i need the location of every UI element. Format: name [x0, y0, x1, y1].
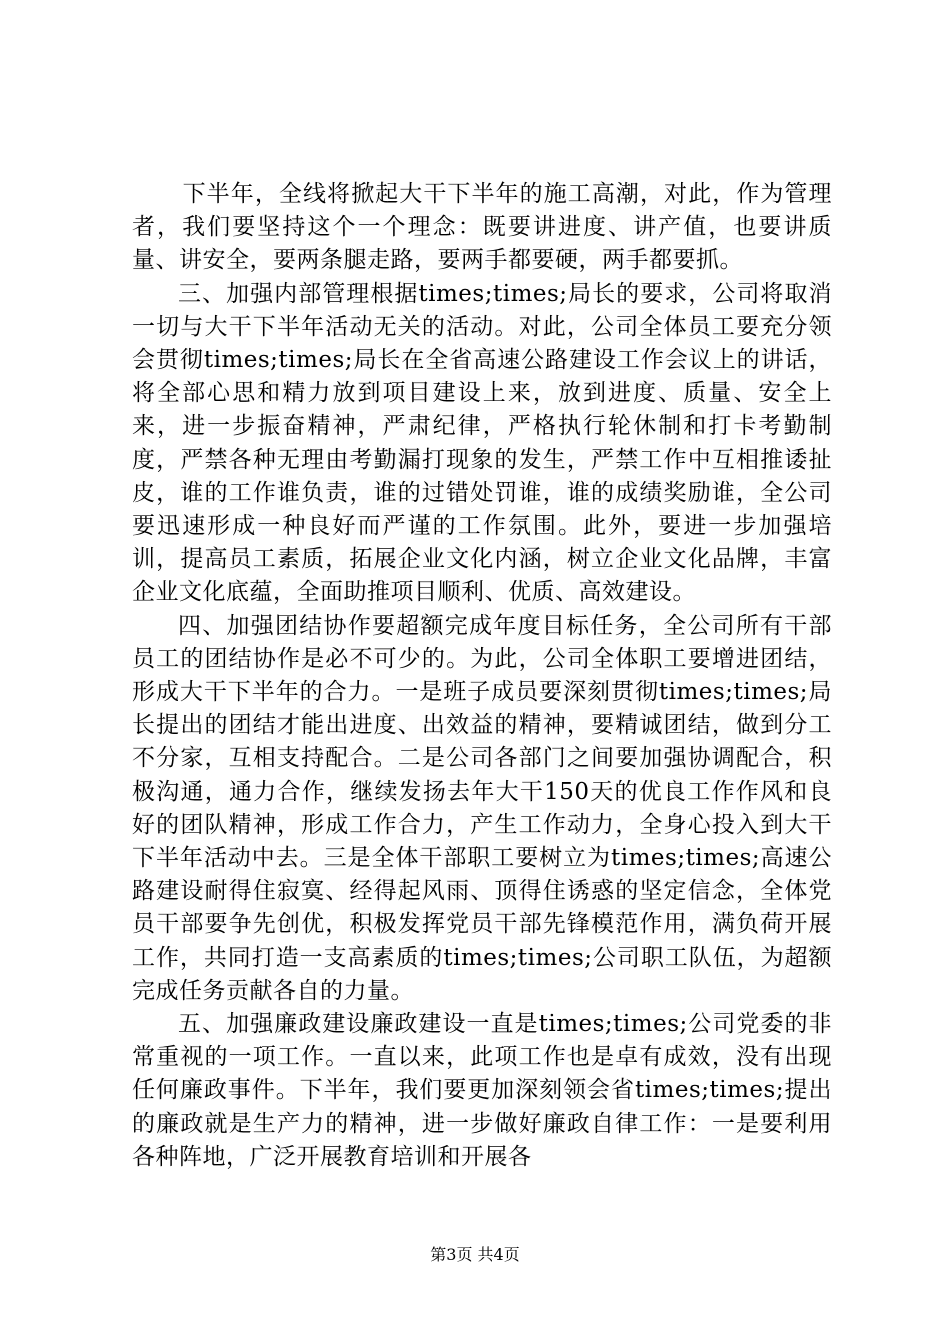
- paragraph-2: 三、加强内部管理根据times;times;局长的要求，公司将取消一切与大干下半年活动无关的活动。对此，公司全体员工要充分领会贯彻times;times;局长在全省高速公路建设工作会议上的讲话，将全部心思和精力放到项目建设上来，放到进度、质量、安全上来，进一步振奋精神，严肃纪律，严格执行轮休制和打卡考勤制度，严禁各种无理由考勤漏打现象的发生，严禁工作中互相推诿扯皮，谁的工作谁负责，谁的过错处罚谁，谁的成绩奖励谁，全公司要迅速形成一种良好而严谨的工作氛围。此外，要进一步加强培训，提高员工素质，拓展企业文化内涵，树立企业文化品牌，丰富企业文化底蕴，全面助推项目顺利、优质、高效建设。: [132, 280, 832, 606]
- document-body: [132, 178, 832, 1174]
- paragraph-3: 四、加强团结协作要超额完成年度目标任务，全公司所有干部员工的团结协作是必不可少的。为此，公司全体职工要增进团结，形成大干下半年的合力。一是班子成员要深刻贯彻times;times;局长提出的团结才能出进度、出效益的精神，要精诚团结，做到分工不分家，互相支持配合。二是公司各部门之间要加强协调配合，积极沟通，通力合作，继续发扬去年大干150天的优良工作作风和良好的团队精神，形成工作合力，产生工作动力，全身心投入到大干下半年活动中去。三是全体干部职工要树立为times;times;高速公路建设耐得住寂寞、经得起风雨、顶得住诱惑的坚定信念，全体党员干部要争先创优，积极发挥党员干部先锋模范作用，满负荷开展工作，共同打造一支高素质的times;times;公司职工队伍，为超额完成任务贡献各自的力量。: [132, 612, 832, 1004]
- paragraph-4: 五、加强廉政建设廉政建设一直是times;times;公司党委的非常重视的一项工作。一直以来，此项工作也是卓有成效，没有出现任何廉政事件。下半年，我们要更加深刻领会省times;times;提出的廉政就是生产力的精神，进一步做好廉政自律工作：一是要利用各种阵地，广泛开展教育培训和开展各: [132, 1011, 832, 1170]
- page-footer: 第3页 共4页: [430, 1245, 520, 1264]
- paragraph-1: 下半年，全线将掀起大干下半年的施工高潮，对此，作为管理者，我们要坚持这个一个理念：既要讲进度、讲产值，也要讲质量、讲安全，要两条腿走路，要两手都要硬，两手都要抓。: [132, 181, 832, 274]
